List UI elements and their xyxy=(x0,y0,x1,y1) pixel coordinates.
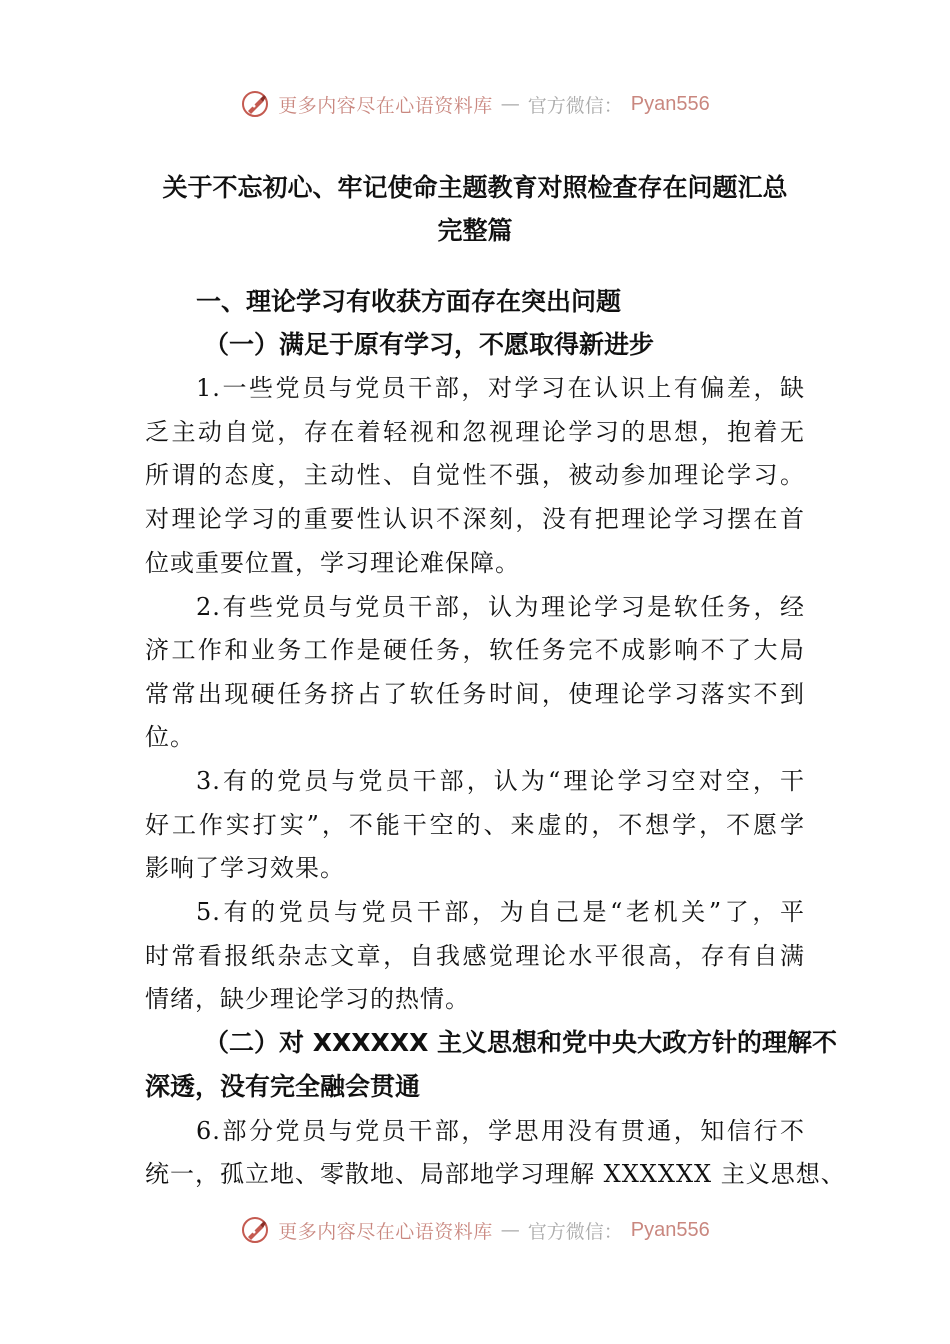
paragraph-line: 统一，孤立地、零散地、局部地学习理解 XXXXXX 主义思想、 xyxy=(145,1160,846,1188)
paragraph-line: 影响了学习效果。 xyxy=(145,854,345,882)
watermark-bottom xyxy=(0,1210,950,1250)
paragraph-line: 6.部分党员与党员干部，学思用没有贯通，知信行不 xyxy=(196,1117,805,1145)
pen-nib-logo-icon xyxy=(240,1215,270,1245)
watermark-separator: — xyxy=(500,1219,520,1241)
watermark-label: 官方微信： xyxy=(527,1220,623,1243)
paragraph-line: 情绪，缺少理论学习的热情。 xyxy=(145,985,470,1013)
subsection-heading: （一）满足于原有学习，不愿取得新进步 xyxy=(204,330,655,359)
watermark-text: 更多内容尽在心语资料库 xyxy=(278,94,493,117)
paragraph-line: 对理论学习的重要性认识不深刻，没有把理论学习摆在首 xyxy=(145,505,805,533)
paragraph-line: 位或重要位置，学习理论难保障。 xyxy=(145,549,520,577)
paragraph-line: 好工作实打实”，不能干空的、来虚的，不想学，不愿学 xyxy=(145,811,805,839)
subsection-heading: （二）对 XXXXXX 主义思想和党中央大政方针的理解不 xyxy=(204,1028,838,1057)
watermark-text: 更多内容尽在心语资料库 xyxy=(278,1220,493,1243)
document-title-line-2: 完整篇 xyxy=(437,216,513,245)
paragraph-line: 5.有的党员与党员干部，为自己是“老机关”了，平 xyxy=(196,898,805,926)
paragraph-line: 时常看报纸杂志文章，自我感觉理论水平很高，存有自满 xyxy=(145,942,805,970)
watermark-top xyxy=(0,84,950,124)
paragraph-line: 2.有些党员与党员干部，认为理论学习是软任务，经 xyxy=(196,593,805,621)
subsection-heading: 深透，没有完全融会贯通 xyxy=(145,1072,421,1101)
watermark-label: 官方微信： xyxy=(527,94,623,117)
paragraph-line: 济工作和业务工作是硬任务，软任务完不成影响不了大局 xyxy=(145,636,805,664)
watermark-wechat-id: Pyan556 xyxy=(630,92,710,115)
watermark-wechat-id: Pyan556 xyxy=(630,1218,710,1241)
paragraph-line: 3.有的党员与党员干部，认为“理论学习空对空，干 xyxy=(196,767,805,795)
paragraph-line: 1.一些党员与党员干部，对学习在认识上有偏差，缺 xyxy=(196,374,805,402)
document-title-line-1: 关于不忘初心、牢记使命主题教育对照检查存在问题汇总 xyxy=(162,173,788,202)
paragraph-line: 常常出现硬任务挤占了软任务时间，使理论学习落实不到 xyxy=(145,680,805,708)
paragraph-line: 所谓的态度，主动性、自觉性不强，被动参加理论学习。 xyxy=(145,461,805,489)
paragraph-line: 位。 xyxy=(145,723,195,751)
paragraph-line: 乏主动自觉，存在着轻视和忽视理论学习的思想，抱着无 xyxy=(145,418,805,446)
watermark-separator: — xyxy=(500,93,520,115)
pen-nib-logo-icon xyxy=(240,89,270,119)
section-heading: 一、理论学习有收获方面存在突出问题 xyxy=(196,287,622,316)
